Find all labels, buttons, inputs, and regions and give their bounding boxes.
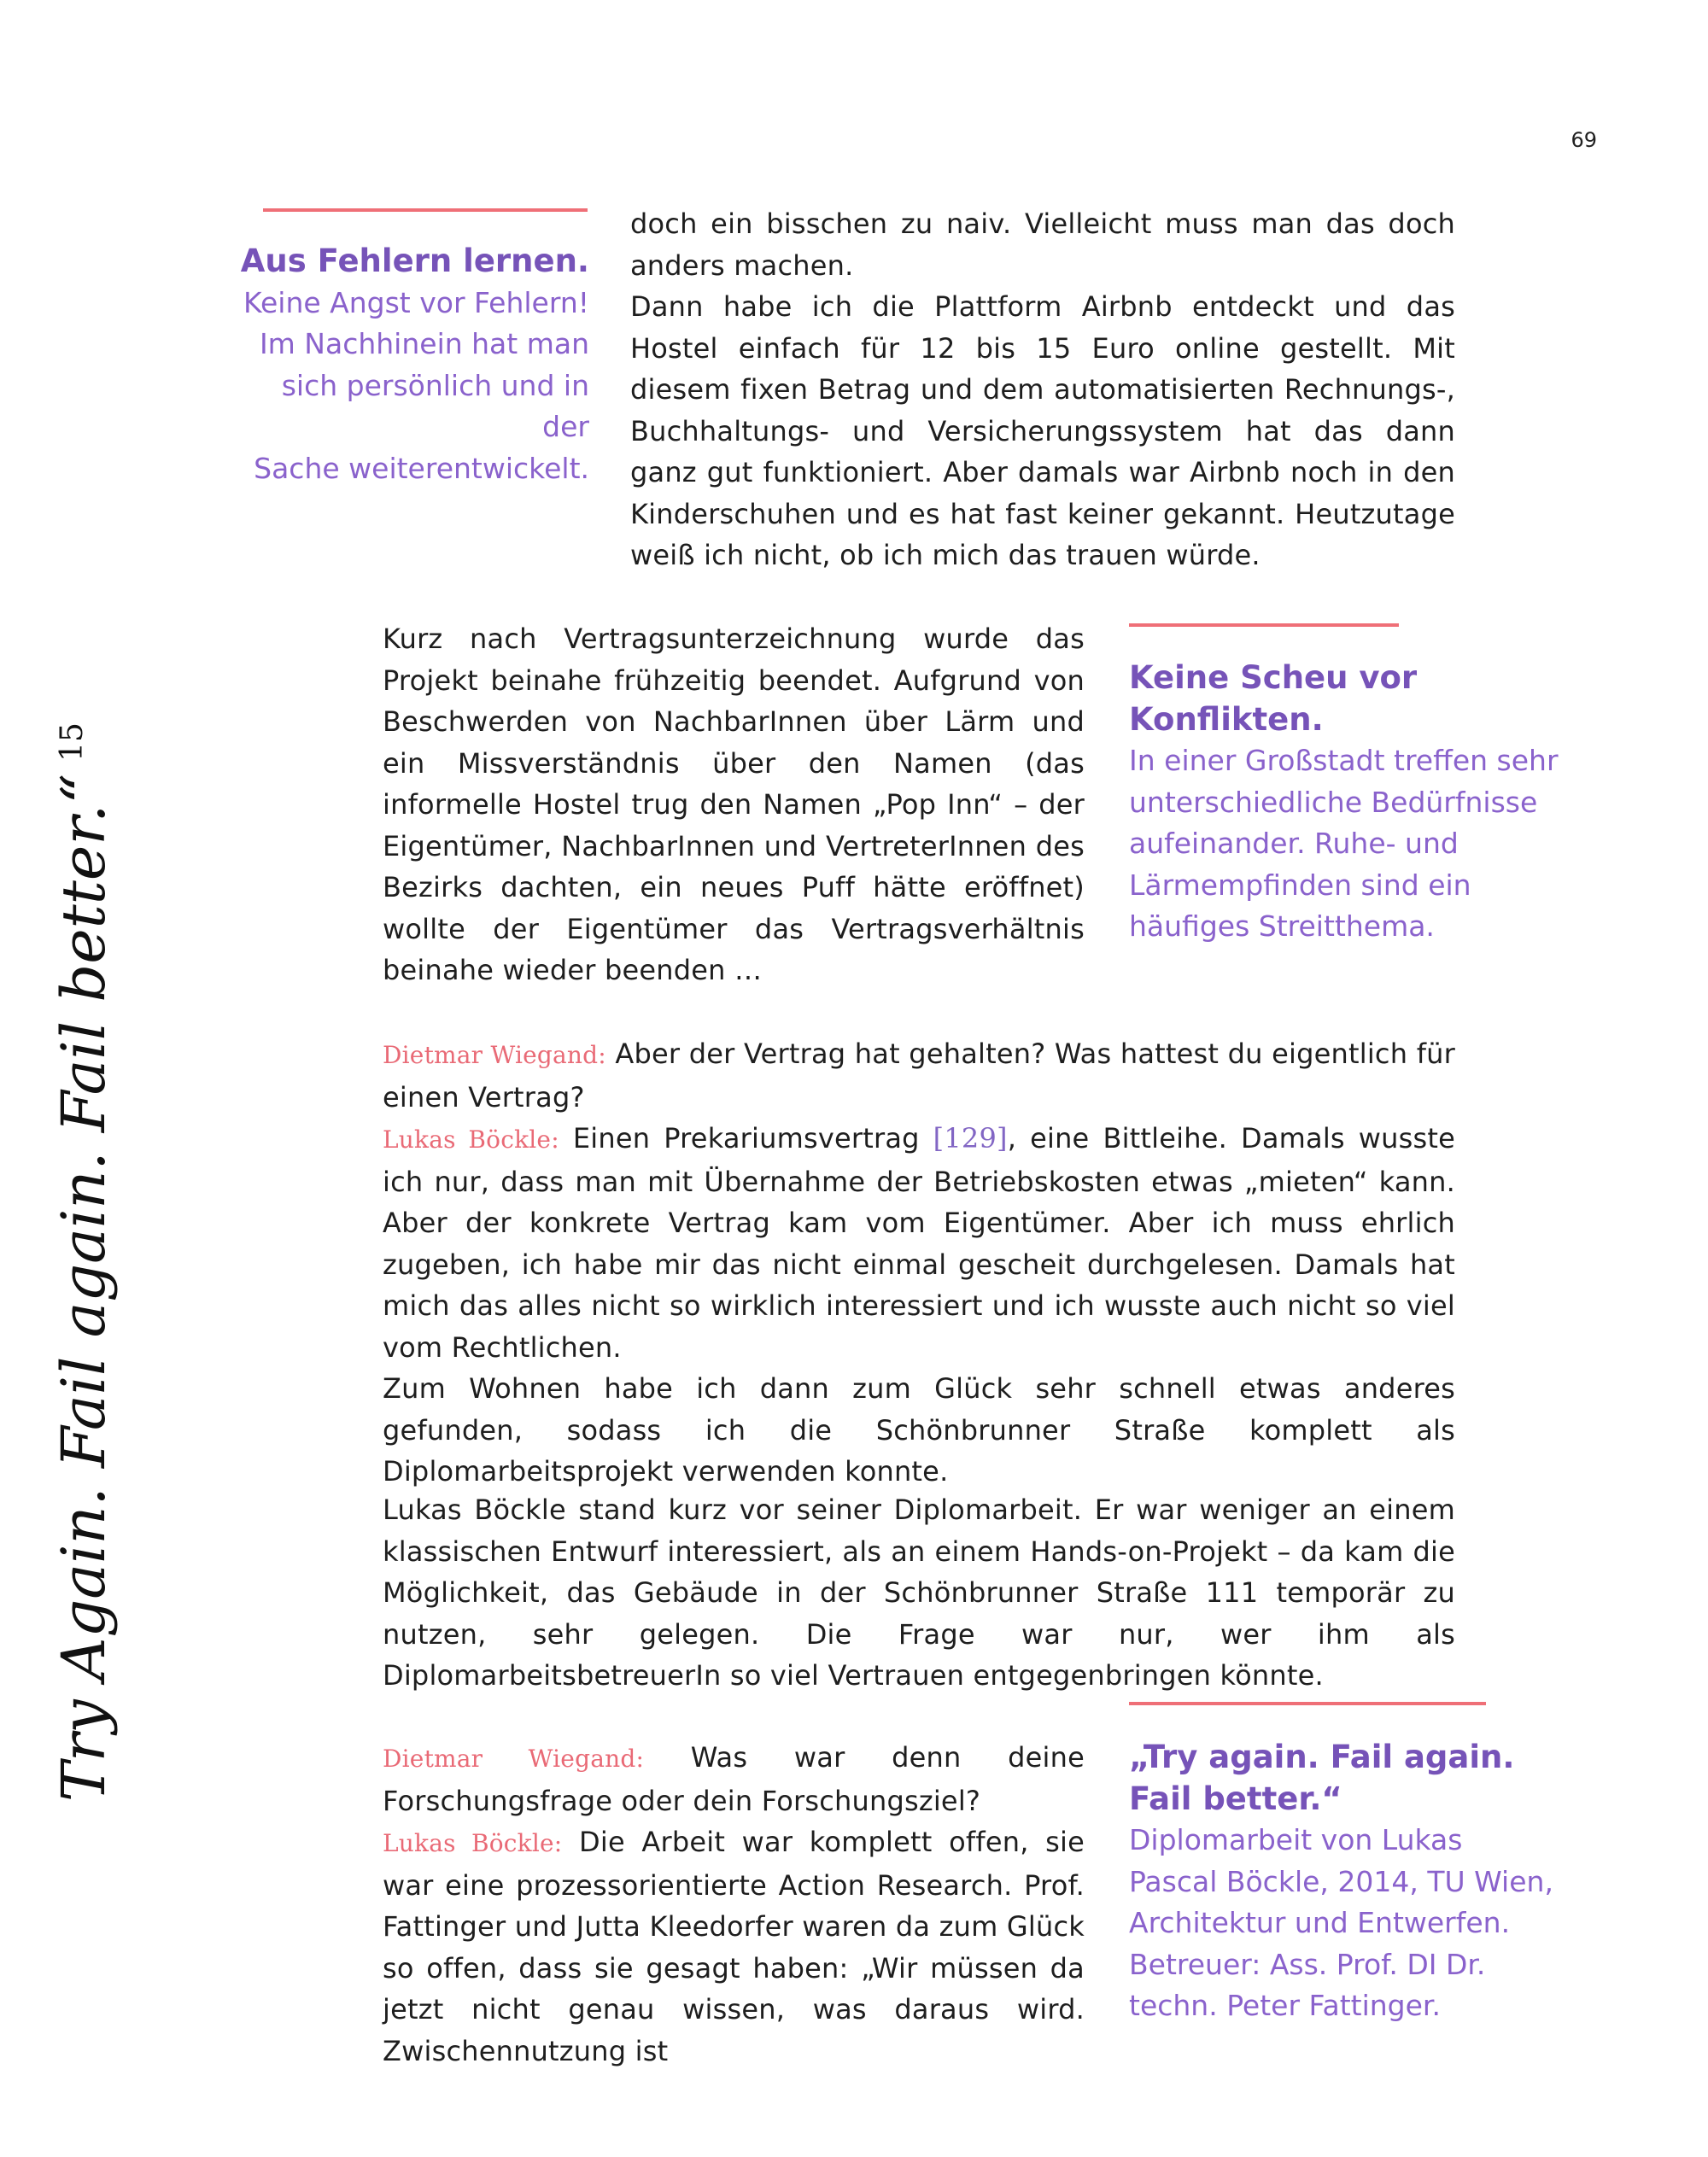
dialogue-question [383, 1033, 1455, 1118]
vertical-title-footnote: 15 [55, 722, 90, 762]
vertical-chapter-title [26, 722, 128, 1802]
sidebar-2-line: aufeinander. Ruhe- und [1129, 827, 1459, 860]
dialogue-answer-continued: Zum Wohnen habe ich dann zum Glück sehr schnell etwas anderes gefunden, sodass ich die Schönbrunner Straße komplett als Diplomarbeitsprojekt verwenden konnte. [383, 1372, 1455, 1488]
speaker-label: Dietmar Wiegand: [383, 1745, 645, 1773]
body-paragraph: doch ein bisschen zu naiv. Vielleicht muss man das doch anders machen. [630, 208, 1455, 282]
speaker-label: Dietmar Wiegand: [383, 1041, 606, 1069]
dialogue-answer [383, 1821, 1085, 2072]
vertical-title-text: Try Again. Fail again. Fail better.“ [49, 773, 119, 1802]
speaker-label: Lukas Böckle: [383, 1829, 563, 1857]
body-paragraph: Kurz nach Vertragsunterzeichnung wurde das Projekt beinahe frühzeitig beendet. Aufgrund von Beschwerden von NachbarInnen über Lärm und ein Missverständnis über den Namen (das informelle Hostel trug den Namen „Pop Inn“ – der Eigentümer, NachbarInnen und VertreterInnen des Bezirks dachten, ein neues Puff hätte eröffnet) wollte der Eigentümer das Vertragsverhältnis beinahe wieder beenden … [383, 623, 1085, 986]
body-block-1 [630, 203, 1455, 576]
dialogue-block-1 [383, 1033, 1455, 1493]
sidebar-2-line: Lärmempfinden sind ein [1129, 868, 1471, 902]
sidebar-1-title: Aus Fehlern lernen. [240, 243, 589, 279]
sidebar-1-line: sich persönlich und in der [281, 368, 589, 443]
question-text: Aber der Vertrag hat gehalten? Was hattest du eigentlich für einen Vertrag? [383, 1038, 1455, 1114]
sidebar-3-line: Architektur und Entwerfen. [1129, 1906, 1511, 1939]
sidebar-3-title: Fail better.“ [1129, 1780, 1342, 1817]
sidebar-3-line: techn. Peter Fattinger. [1129, 1989, 1441, 2022]
sidebar-2-rule [1129, 623, 1399, 627]
sidebar-1-line: Sache weiterentwickelt. [254, 451, 589, 485]
answer-text: Die Arbeit war komplett offen, sie war eine prozessorientierte Action Research. Prof. Fattinger und Jutta Kleedorfer waren da zum Glück so offen, dass sie gesagt haben: „Wir müssen da jetzt nicht genau wissen, was daraus wird. Zwischennutzung ist [383, 1826, 1085, 2067]
sidebar-2 [1129, 658, 1573, 948]
sidebar-3-title: „Try again. Fail again. [1129, 1739, 1515, 1775]
reference-link[interactable]: [129] [933, 1122, 1008, 1154]
sidebar-1-line: Keine Angst vor Fehlern! [243, 285, 589, 319]
question-text: Was war denn deine Forschungsfrage oder dein Forschungsziel? [383, 1741, 1085, 1817]
sidebar-1-rule [263, 208, 588, 212]
answer-text: Einen Prekariumsvertrag [572, 1122, 920, 1154]
dialogue-block-2 [383, 1737, 1085, 2072]
sidebar-3-rule [1129, 1702, 1486, 1705]
sidebar-3 [1129, 1737, 1573, 2027]
body-paragraph: Dann habe ich die Plattform Airbnb entdeckt und das Hostel einfach für 12 bis 15 Euro online gestellt. Mit diesem fixen Betrag und dem automatisierten Rechnungs-, Buchhaltungs- und Versicherungssystem hat das dann ganz gut funktioniert. Aber damals war Airbnb noch in den Kinderschuhen und es hat fast keiner gekannt. Heutzutage weiß ich nicht, ob ich mich das trauen würde. [630, 290, 1455, 571]
sidebar-3-line: Pascal Böckle, 2014, TU Wien, [1129, 1864, 1553, 1898]
body-block-2 [383, 618, 1085, 991]
page-number: 69 [1571, 128, 1597, 152]
body-paragraph: Lukas Böckle stand kurz vor seiner Diplomarbeit. Er war weniger an einem klassischen Entwurf interessiert, als an einem Hands-on-Projekt – da kam die Möglichkeit, das Gebäude in der Schönbrunner Straße 111 temporär zu nutzen, sehr gelegen. Die Frage war nur, wer ihm als DiplomarbeitsbetreuerIn so viel Vertrauen entgegenbringen könnte. [383, 1494, 1455, 1692]
sidebar-2-line: In einer Großstadt treffen sehr [1129, 744, 1559, 777]
sidebar-1 [231, 241, 589, 489]
dialogue-question [383, 1737, 1085, 1821]
sidebar-3-line: Betreuer: Ass. Prof. DI Dr. [1129, 1947, 1486, 1981]
sidebar-1-line: Im Nachhinein hat man [259, 327, 589, 360]
answer-text: , eine Bittleihe. Damals wusste ich nur, dass man mit Übernahme der Betriebskosten etwas „mieten“ kann. Aber der konkrete Vertrag kam vom Eigentümer. Aber ich muss ehrlich zugeben, ich habe mir das nicht einmal gescheit durchgelesen. Damals hat mich das alles nicht so wirklich interessiert und ich wusste auch nicht so viel vom Rechtlichen. [383, 1122, 1456, 1364]
speaker-label: Lukas Böckle: [383, 1125, 559, 1154]
sidebar-2-line: unterschiedliche Bedürfnisse [1129, 785, 1538, 819]
dialogue-answer [383, 1118, 1455, 1368]
sidebar-2-title: Keine Scheu vor [1129, 659, 1418, 696]
sidebar-2-line: häufiges Streitthema. [1129, 909, 1435, 943]
sidebar-3-line: Diplomarbeit von Lukas [1129, 1823, 1463, 1856]
sidebar-2-title: Konflikten. [1129, 700, 1324, 738]
body-block-3 [383, 1489, 1455, 1697]
